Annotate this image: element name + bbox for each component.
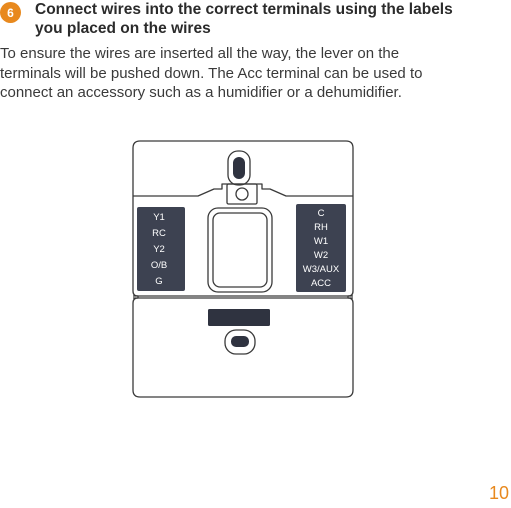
step-number-badge: 6: [0, 2, 21, 23]
instruction-line-3: connect an accessory such as a humidifier or a dehumidifier.: [0, 84, 402, 101]
left-terminal-label: Y1: [153, 212, 165, 223]
mounting-screw-plate: [227, 184, 257, 204]
left-terminal-label: RC: [152, 228, 166, 239]
upper-divider-line: [133, 184, 353, 196]
right-terminal-label: RH: [314, 222, 328, 233]
step-title-line-1: Connect wires into the correct terminals using the labels: [35, 1, 453, 18]
right-terminal-label: ACC: [310, 278, 332, 289]
step-title-line-2: you placed on the wires: [35, 20, 211, 37]
left-terminal-label: O/B: [150, 260, 168, 271]
instruction-line-2: terminals will be pushed down. The Acc terminal can be used to: [0, 64, 423, 82]
page-number: 10: [488, 483, 509, 503]
center-connector-housing: [208, 208, 272, 292]
left-terminal-label: G: [155, 276, 163, 287]
right-terminal-label: W1: [313, 236, 329, 247]
mounting-screw-hole: [236, 188, 248, 200]
right-terminal-label: C: [317, 208, 325, 219]
right-terminal-label: W3/AUX: [302, 264, 340, 275]
right-terminal-label: W2: [313, 250, 329, 261]
bubble-level-bar: [208, 309, 270, 326]
left-terminal-label: Y2: [153, 244, 165, 255]
instruction-line-1: To ensure the wires are inserted all the way, the lever on the: [0, 45, 400, 62]
